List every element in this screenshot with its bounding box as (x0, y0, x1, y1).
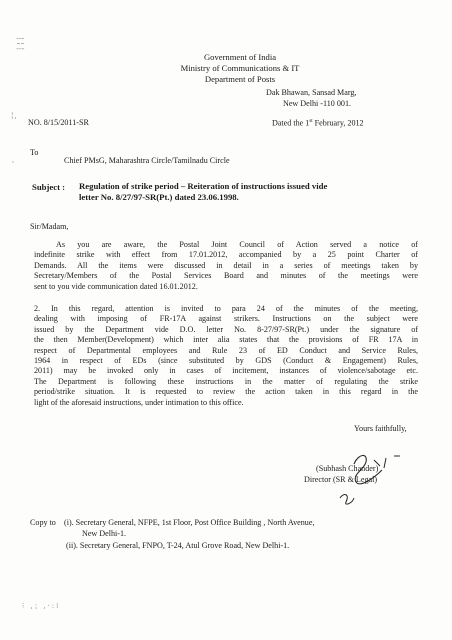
address-line-2: New Delhi -110 001. (283, 99, 352, 108)
paragraph-2-line: The Department is following these instructions in the matter of regulating the strike (34, 376, 418, 386)
copy-to-label: Copy to (30, 518, 56, 527)
closing: Yours faithfully, (354, 424, 407, 433)
letter-date: Dated the 1st February, 2012 (272, 118, 364, 128)
to-label: To (30, 148, 39, 157)
paragraph-1-line: Demands. All the items were discussed in detail in a series of meetings taken by (34, 260, 418, 270)
paragraph-2-line: respect of Departmental employees and Rule 23 of ED Conduct and Service Rules, (34, 345, 418, 355)
copy-to-item-1-line-1: (i). Secretary General, NFPE, 1st Floor, Post Office Building , North Avenue, (64, 518, 315, 527)
margin-scan-mark: ' (12, 160, 14, 168)
paragraph-2-line: the then Member(Development) which inter alia states that the provisions of FR 17A in (34, 335, 418, 345)
paragraph-2-line: period/strike situation. It is requested to review the action taken in this regard in the (34, 387, 418, 397)
margin-scan-mark: ╎, (10, 112, 17, 120)
paragraph-2-line: 2. In this regard, attention is invited to para 24 of the minutes of the meeting, (34, 304, 418, 313)
letterhead-department: Department of Posts (204, 74, 276, 84)
subject-line-2: letter No. 8/27/97-SR(Pt.) dated 23.06.1998. (79, 192, 239, 202)
margin-scan-mark: ⁝ ,⁏ ,·:⁞ (22, 602, 61, 610)
copy-to-item-1-line-2: New Delhi-1. (82, 529, 127, 538)
paragraph-1-line: indefinite strike with effect from 17.01.2012, accompanied by a 25 point Charter of (34, 250, 418, 260)
subject-line-1: Regulation of strike period – Reiteration of instructions issued vide (79, 181, 328, 191)
paragraph-2-line: issued by the Department vide D.O. letter No. 8-27/97-SR(Pt.) under the signature of (34, 324, 418, 334)
margin-scan-mark: ┆╎┆ (15, 36, 24, 52)
paragraph-1-line: sent to you vide communication dated 16.01.2012. (34, 281, 198, 291)
paragraph-1-line: Secretary/Members of the Postal Services Board and minutes of the meetings were (34, 271, 418, 281)
paragraph-1 (34, 240, 418, 292)
addressee: Chief PMsG, Maharashtra Circle/Tamilnadu Circle (64, 156, 230, 165)
paragraph-2-line: 1964 in respect of EDs (since substituted by GDS (Conduct & Engagement) Rules, (34, 356, 418, 366)
reference-number: NO. 8/15/2011-SR (28, 118, 89, 127)
signatory-designation: Director (SR & Legal) (304, 475, 378, 484)
letterhead-government: Government of India (203, 52, 277, 62)
copy-to-item-2: (ii). Secretary General, FNPO, T-24, Atul Grove Road, New Delhi-1. (66, 541, 290, 550)
salutation: Sir/Madam, (30, 222, 69, 231)
paragraph-2-line: light of the aforesaid instructions, under intimation to this office. (34, 397, 244, 407)
paragraph-2-line: dealing with imposing of FR-17A against strikers. Instructions on the subject were (34, 314, 418, 324)
subject-label: Subject : (32, 182, 66, 192)
paragraph-2-line: 2011) may be invoked only in cases of incitement, instances of violence/sabotage etc. (34, 366, 418, 376)
letterhead-ministry: Ministry of Communications & IT (180, 63, 300, 73)
paragraph-1-line: As you are aware, the Postal Joint Council of Action served a notice of (56, 240, 418, 249)
address-line-1: Dak Bhawan, Sansad Marg, (266, 88, 357, 97)
paragraph-2 (34, 304, 418, 408)
signatory-name: (Subhash Chander) (316, 464, 379, 473)
